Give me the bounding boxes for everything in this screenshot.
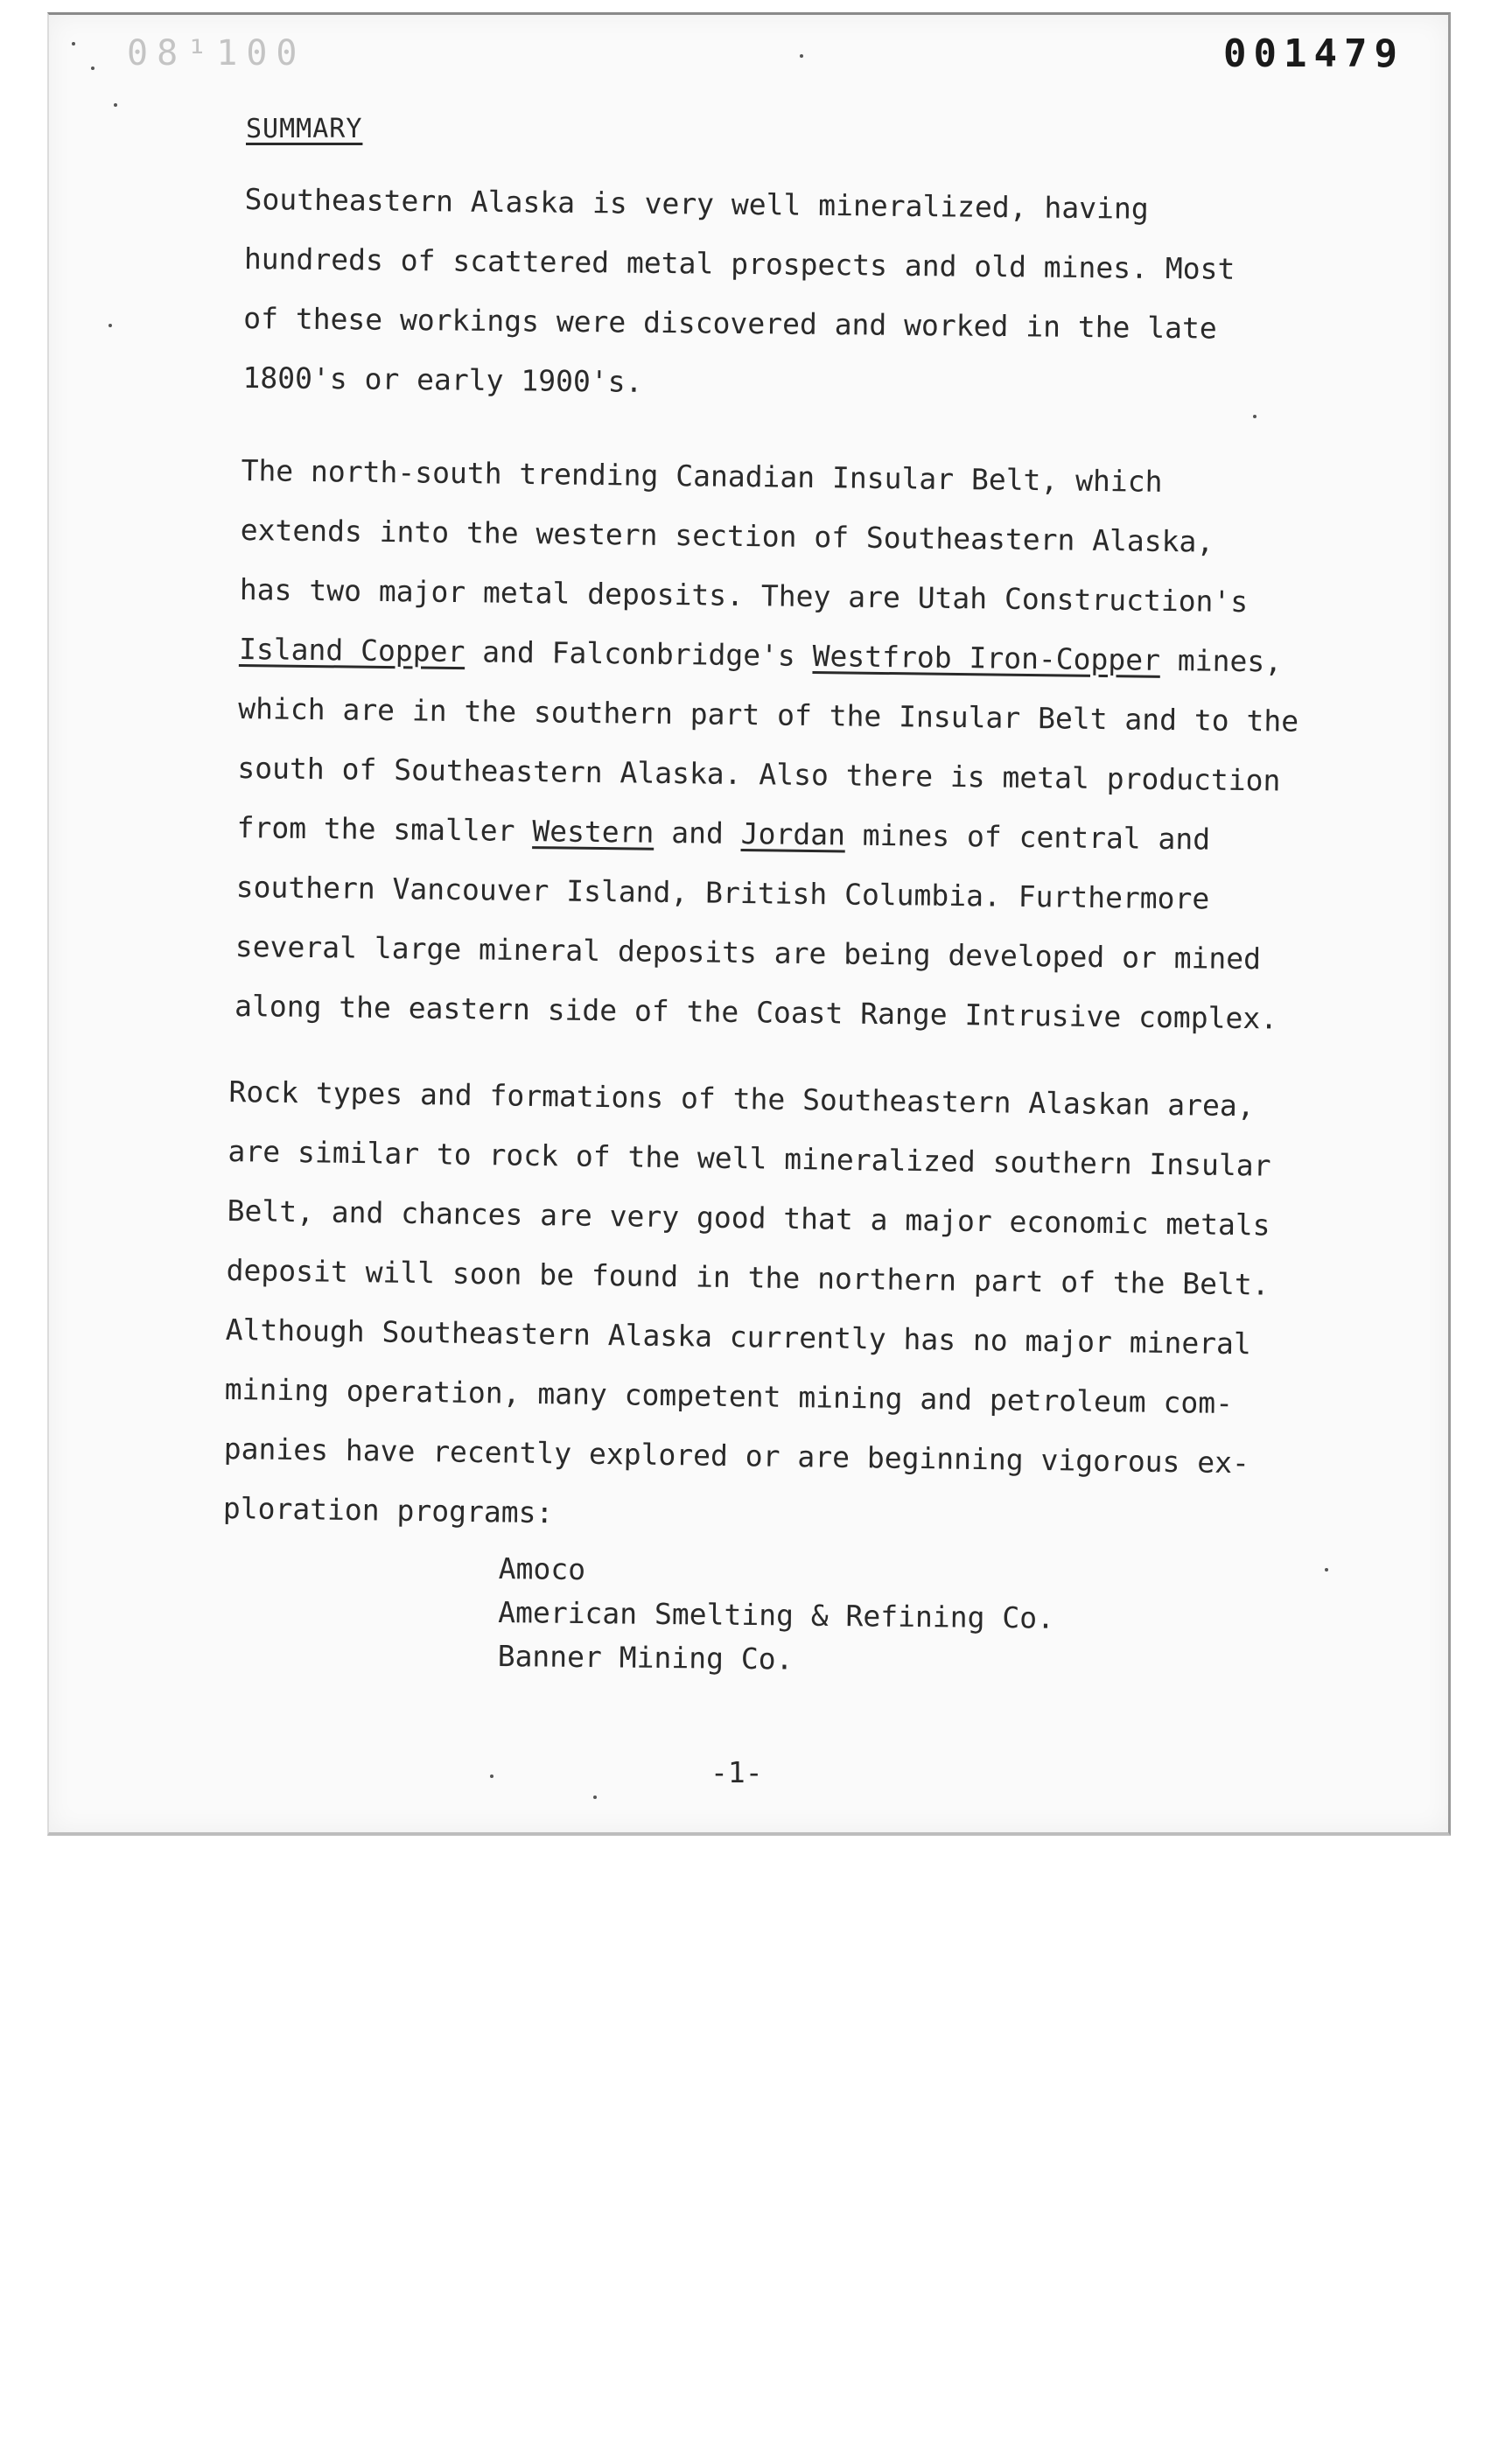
text-line: hundreds of scattered metal prospects and old mines. Most <box>243 241 1236 286</box>
scan-speck <box>114 103 117 107</box>
company-list <box>497 1547 1054 1684</box>
text-line: southern Vancouver Island, British Columbia. Furthermore <box>235 869 1210 916</box>
text-line: Southeastern Alaska is very well mineralized, having <box>244 181 1149 226</box>
text-line: deposit will soon be found in the northern part of the Belt. <box>226 1252 1270 1302</box>
text-line: are similar to rock of the well mineralized southern Insular <box>228 1133 1271 1183</box>
mine-name-western: Western <box>532 814 654 850</box>
page-number: -1- <box>710 1755 763 1789</box>
text-line: panies have recently explored or are beginning vigorous ex- <box>223 1431 1250 1480</box>
scan-speck <box>800 54 803 58</box>
text-fragment: and <box>654 815 741 851</box>
mine-name-jordan: Jordan <box>740 816 846 852</box>
text-line: has two major metal deposits. They are Utah Construction's <box>239 571 1249 620</box>
scan-speck <box>593 1796 597 1799</box>
text-line: The north-south trending Canadian Insular Belt, which <box>241 452 1163 499</box>
text-line: south of Southeastern Alaska. Also there is metal production <box>237 750 1281 798</box>
scan-speck <box>108 324 112 327</box>
scan-speck <box>72 42 75 46</box>
text-fragment: mines of central and <box>844 817 1211 857</box>
text-line: Rock types and formations of the Southeastern Alaskan area, <box>228 1074 1255 1124</box>
text-line: of these workings were discovered and worked in the late <box>243 300 1217 346</box>
paragraph-rock-types <box>222 1062 1366 1554</box>
text-line: 1800's or early 1900's. <box>242 360 643 399</box>
text-line: along the eastern side of the Coast Range Intrusive complex. <box>234 988 1278 1036</box>
scan-speck <box>1325 1568 1328 1572</box>
text-line: extends into the western section of Southeastern Alaska, <box>240 512 1214 559</box>
text-line: several large mineral deposits are being developed or mined <box>234 928 1262 976</box>
faint-document-number-stamp: 08¹100 <box>127 33 306 74</box>
scan-speck <box>490 1774 494 1778</box>
text-line: Although Southeastern Alaska currently has no major mineral <box>225 1312 1252 1362</box>
text-fragment: from the smaller <box>236 809 533 849</box>
text-fragment: and Falconbridge's <box>465 634 813 673</box>
text-line: mining operation, many competent mining and petroleum com- <box>224 1371 1234 1421</box>
company-item: Banner Mining Co. <box>497 1638 794 1676</box>
scan-speck <box>1253 415 1256 418</box>
company-item: American Smelting & Refining Co. <box>498 1594 1055 1635</box>
paragraph-intro <box>242 170 1382 420</box>
text-line: Belt, and chances are very good that a major economic metals <box>227 1193 1270 1242</box>
text-fragment: mines, <box>1159 642 1283 679</box>
mine-name-island-copper: Island Copper <box>238 631 466 669</box>
text-line: which are in the southern part of the Insular Belt and to the <box>238 690 1299 738</box>
document-number-stamp: 001479 <box>1223 32 1404 76</box>
mine-name-westfrob: Westfrob Iron-Copper <box>812 638 1161 677</box>
section-heading: SUMMARY <box>246 114 363 144</box>
scan-speck <box>91 66 94 70</box>
text-line: ploration programs: <box>222 1490 554 1530</box>
paragraph-insular-belt <box>234 441 1379 1050</box>
company-item: Amoco <box>498 1550 586 1587</box>
